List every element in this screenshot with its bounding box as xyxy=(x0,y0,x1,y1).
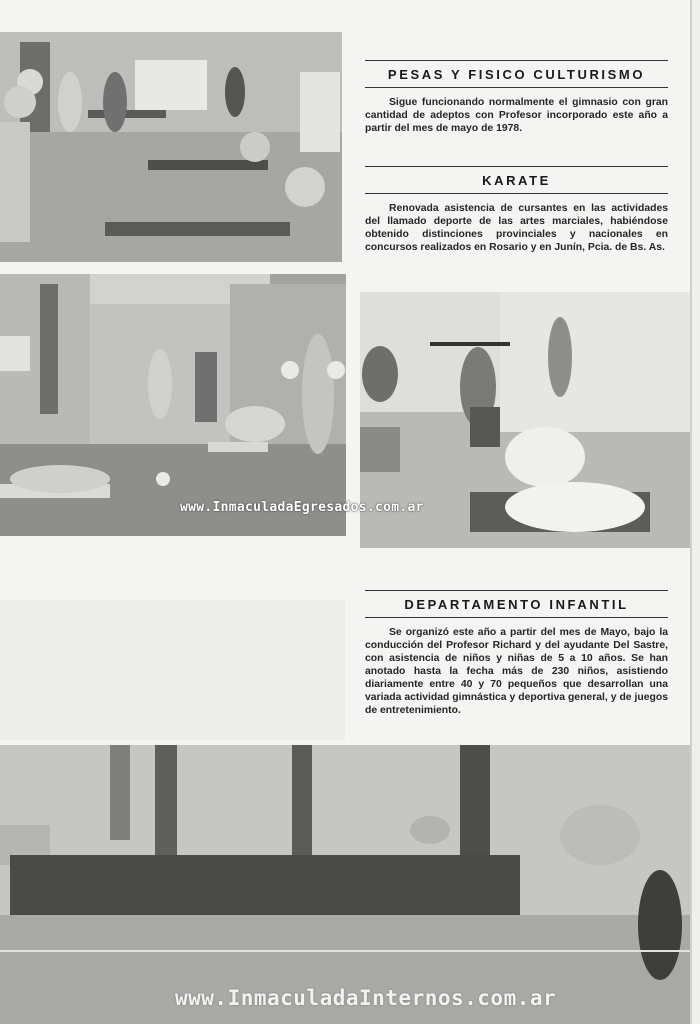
watermark-internos: www.InmaculadaInternos.com.ar xyxy=(175,986,557,1010)
faded-area xyxy=(0,600,345,740)
section-pesas xyxy=(365,60,668,135)
photo-gym-benches xyxy=(0,274,346,536)
photo-children-courtyard xyxy=(0,745,690,1024)
section-departamento-infantil xyxy=(365,590,668,717)
section-title: PESAS Y FISICO CULTURISMO xyxy=(387,67,646,82)
section-body: Renovada asistencia de cursantes en las actividades del llamado deporte de las artes marciales, habiéndose obtenido distinciones provinciales y nacionales en concursos realizados en Rosario y en Junín, Pcia. de Bs. As. xyxy=(365,203,668,253)
section-body: Se organizó este año a partir del mes de Mayo, bajo la conducción del Profesor Richard y del ayudante Del Sastre, con asistencia de niños y niñas de 5 a 10 años. Se han anotado hasta la fecha más de 230 niños, asistiendo diariamente entre 40 y 70 pequeños que desarrollan una variada actividad gimnástica y deportiva general, y de juegos de entretenimiento. xyxy=(365,627,668,716)
section-body: Sigue funcionando normalmente el gimnasio con gran cantidad de adeptos con Profesor incorporado este año a partir del mes de mayo de 1978. xyxy=(365,97,668,134)
photo-gym-weightlifting xyxy=(0,32,342,262)
section-karate xyxy=(365,166,668,254)
section-title: KARATE xyxy=(482,173,551,188)
section-title: DEPARTAMENTO INFANTIL xyxy=(404,597,629,612)
watermark-egresados: www.InmaculadaEgresados.com.ar xyxy=(180,500,424,515)
section-rule-bottom xyxy=(365,193,668,194)
section-rule-bottom xyxy=(365,87,668,88)
section-rule-bottom xyxy=(365,617,668,618)
